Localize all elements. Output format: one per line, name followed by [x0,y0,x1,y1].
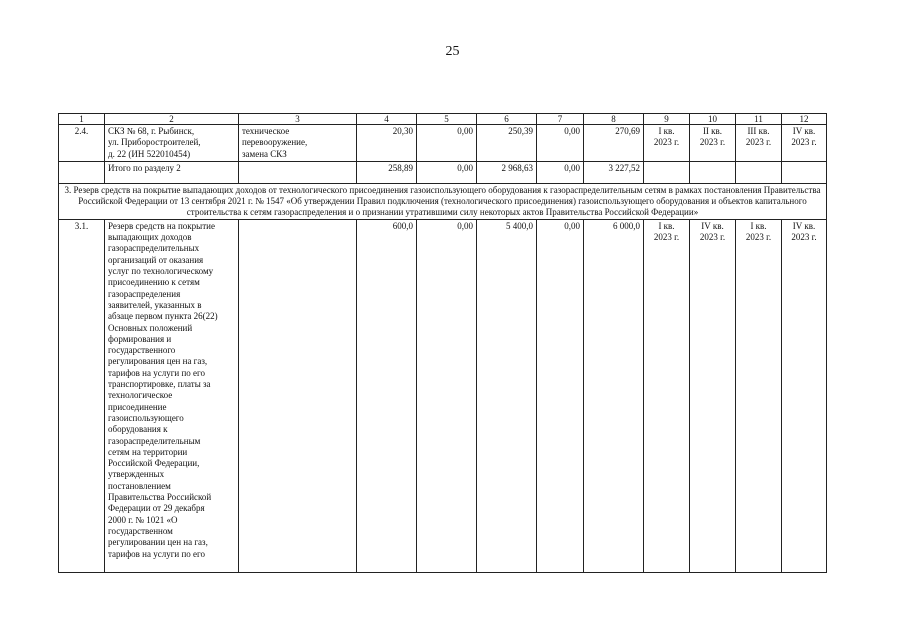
total-value: 0,00 [417,161,477,183]
empty-cell [690,161,736,183]
value-cell: 6 000,0 [584,219,644,572]
value-cell: 0,00 [417,125,477,162]
total-row [59,161,827,183]
period-cell: IV кв. 2023 г. [782,219,827,572]
value-cell: 20,30 [357,125,417,162]
period-cell: I кв. 2023 г. [736,219,782,572]
column-number: 6 [477,114,537,125]
empty-cell [736,161,782,183]
value-cell: 270,69 [584,125,644,162]
column-number: 1 [59,114,105,125]
object-name: Резерв средств на покрытие выпадающих доходов газораспределительных организаций от оказания услуг по технологическому присоединению к сетям газораспределения заявителей, указанных в абзаце первом пункта 26(22) Основных положений формирования и государственного регулирования цен на газ, тарифов на услуги по его транспортировке, платы за технологическое присоединение газоиспользующего оборудования к газораспределительным сетям на территории Российской Федерации, утвержденных постановлением Правительства Российской Федерации от 29 декабря 2000 г. № 1021 «О государственном регулировании цен на газ, тарифов на услуги по его [105,219,239,572]
column-number: 7 [537,114,584,125]
column-number: 9 [644,114,690,125]
column-number: 12 [782,114,827,125]
period-cell: III кв. 2023 г. [736,125,782,162]
column-number-row [59,114,827,125]
value-cell: 250,39 [477,125,537,162]
column-number: 8 [584,114,644,125]
empty-cell [239,161,357,183]
work-type [239,219,357,572]
total-label: Итого по разделу 2 [105,161,239,183]
table-row [59,219,827,572]
investment-table [58,113,827,573]
period-cell: I кв. 2023 г. [644,219,690,572]
total-value: 3 227,52 [584,161,644,183]
table-row [59,125,827,162]
section-header-row [59,183,827,219]
row-code: 3.1. [59,219,105,572]
value-cell: 0,00 [417,219,477,572]
column-number: 3 [239,114,357,125]
work-type: техническое перевооружение, замена СКЗ [239,125,357,162]
value-cell: 0,00 [537,219,584,572]
period-cell: I кв. 2023 г. [644,125,690,162]
row-code: 2.4. [59,125,105,162]
empty-cell [59,161,105,183]
empty-cell [782,161,827,183]
empty-cell [644,161,690,183]
total-value: 2 968,63 [477,161,537,183]
value-cell: 600,0 [357,219,417,572]
column-number: 10 [690,114,736,125]
total-value: 0,00 [537,161,584,183]
value-cell: 5 400,0 [477,219,537,572]
column-number: 5 [417,114,477,125]
object-name: СКЗ № 68, г. Рыбинск, ул. Приборостроителей, д. 22 (ИН 522010454) [105,125,239,162]
period-cell: IV кв. 2023 г. [782,125,827,162]
total-value: 258,89 [357,161,417,183]
column-number: 4 [357,114,417,125]
section-heading: 3. Резерв средств на покрытие выпадающих доходов от технологического присоединения газоиспользующего оборудования к газораспределительным сетям в рамках постановления Правительства Российской Федерации от 13 сентября 2021 г. № 1547 «Об утверждении Правил подключения (технологического присоединения) газоиспользующего оборудования и объектов капитального строительства к сетям газораспределения и о признании утратившими силу некоторых актов Правительства Российской Федерации» [59,183,827,219]
column-number: 2 [105,114,239,125]
column-number: 11 [736,114,782,125]
period-cell: II кв. 2023 г. [690,125,736,162]
value-cell: 0,00 [537,125,584,162]
page-number: 25 [445,44,460,59]
period-cell: IV кв. 2023 г. [690,219,736,572]
